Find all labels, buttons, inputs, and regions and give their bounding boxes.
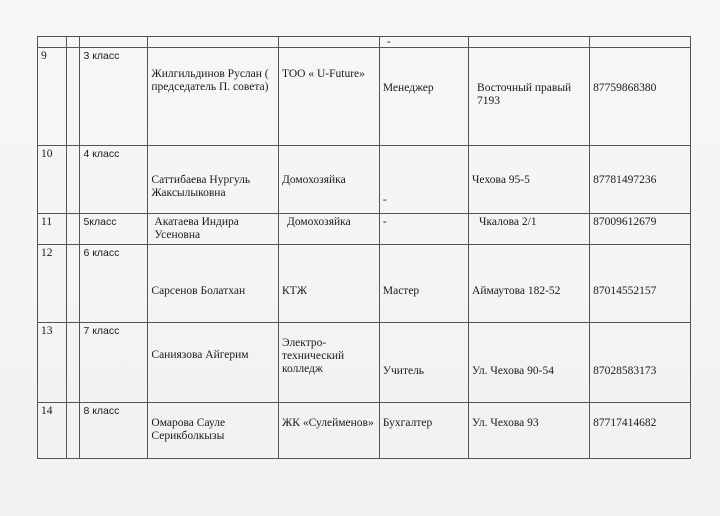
cell-work: Домохозяйка	[279, 146, 380, 214]
cell-address: Ул. Чехова 90-54	[469, 323, 590, 403]
cell-phone: 87009612679	[590, 214, 691, 245]
cell-grade: 8 класс	[80, 403, 148, 459]
cell-grade: 3 класс	[80, 48, 148, 146]
cell-grade: 4 класс	[80, 146, 148, 214]
cell-name: Сарсенов Болатхан	[148, 245, 279, 323]
cell-position: Бухгалтер	[379, 403, 468, 459]
cell-num: 10	[38, 146, 67, 214]
dash-text: -	[386, 36, 391, 48]
table-row-top	[38, 37, 691, 48]
cell-work: КТЖ	[279, 245, 380, 323]
cell-address: Восточный правый 7193	[469, 48, 590, 146]
cell-empty	[279, 37, 380, 48]
cell-phone: 87759868380	[590, 48, 691, 146]
cell-position: Мастер	[379, 245, 468, 323]
table-row	[38, 323, 691, 403]
cell-blank	[66, 245, 80, 323]
cell-address: Чехова 95-5	[469, 146, 590, 214]
cell-num: 12	[38, 245, 67, 323]
cell-empty	[469, 37, 590, 48]
cell-name: Жилгильдинов Руслан ( председатель П. совета)	[148, 48, 279, 146]
cell-name: Саниязова Айгерим	[148, 323, 279, 403]
cell-phone: 87014552157	[590, 245, 691, 323]
cell-position: -	[379, 214, 468, 245]
table-row	[38, 214, 691, 245]
cell-blank	[66, 323, 80, 403]
table-row	[38, 245, 691, 323]
cell-address: Чкалова 2/1	[469, 214, 590, 245]
cell-empty	[66, 37, 80, 48]
cell-work: Электро-технический колледж	[279, 323, 380, 403]
cell-position: Менеджер	[379, 48, 468, 146]
cell-phone: 87781497236	[590, 146, 691, 214]
cell-grade: 5класс	[80, 214, 148, 245]
cell-empty	[38, 37, 67, 48]
cell-position: Учитель	[379, 323, 468, 403]
cell-num: 13	[38, 323, 67, 403]
cell-position	[379, 37, 468, 48]
cell-empty	[80, 37, 148, 48]
cell-grade: 7 класс	[80, 323, 148, 403]
table-row	[38, 48, 691, 146]
cell-name: Акатаева Индира Усеновна	[148, 214, 279, 245]
table-row	[38, 146, 691, 214]
cell-blank	[66, 48, 80, 146]
cell-name: Саттибаева Нургуль Жаксылыковна	[148, 146, 279, 214]
cell-grade: 6 класс	[80, 245, 148, 323]
cell-blank	[66, 214, 80, 245]
parents-committee-table	[37, 36, 691, 459]
table-row	[38, 403, 691, 459]
cell-address: Ул. Чехова 93	[469, 403, 590, 459]
cell-num: 11	[38, 214, 67, 245]
cell-empty	[148, 37, 279, 48]
cell-position: -	[379, 146, 468, 214]
cell-name: Омарова Сауле Серикболкызы	[148, 403, 279, 459]
cell-blank	[66, 403, 80, 459]
cell-work: ТОО « U-Future»	[279, 48, 380, 146]
cell-phone: 87028583173	[590, 323, 691, 403]
cell-num: 9	[38, 48, 67, 146]
cell-phone: 87717414682	[590, 403, 691, 459]
cell-work: ЖК «Сулейменов»	[279, 403, 380, 459]
cell-empty	[590, 37, 691, 48]
cell-num: 14	[38, 403, 67, 459]
cell-blank	[66, 146, 80, 214]
cell-work: Домохозяйка	[279, 214, 380, 245]
cell-address: Аймаутова 182-52	[469, 245, 590, 323]
